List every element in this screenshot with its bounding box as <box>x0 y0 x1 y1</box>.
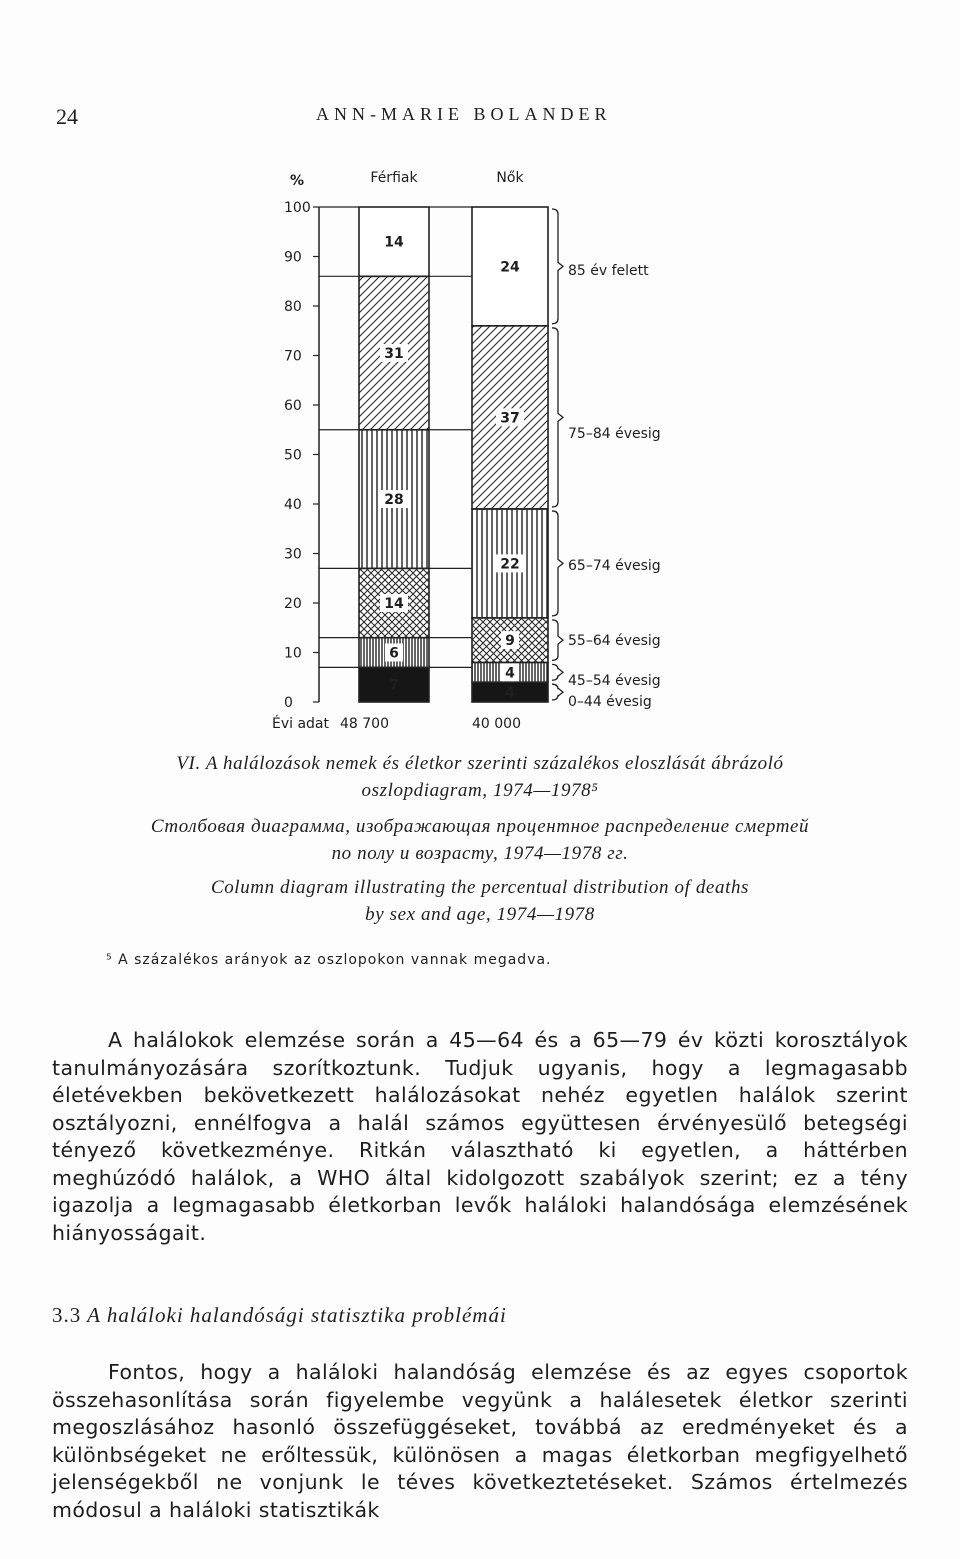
caption-ru-line2: по полу и возрасту, 1974—1978 гг. <box>331 843 629 864</box>
section-heading <box>52 1303 507 1328</box>
data-label: 7 <box>389 677 399 694</box>
caption-hu <box>40 750 920 804</box>
caption-ru-line1: Столбовая диаграмма, изображающая процентное распределение смертей <box>150 816 810 837</box>
paragraph-1-text: A halálokok elemzése során a 45—64 és a 65—79 év közti korosztályok tanulmányozására szorítkoztunk. Tudjuk ugyanis, hogy a legmagasabb életévekben bekövetkezett halálozásokat nehéz egyetlen halálok szerint osztályozni, ennélfogva a halál számos együttesen érvényesülő betegségi tényező következménye. Ritkán választható ki egyetlen, a háttérben meghúzódó halálok, a WHO által kidolgozott szabályok szerint; ez a tény igazolja a legmagasabb életkorban levők haláloki halandósága elemzésének hiányosságait. <box>52 1028 908 1245</box>
data-label: 9 <box>505 633 515 650</box>
annual-label: Évi adat <box>272 716 330 730</box>
caption-en-line2: by sex and age, 1974—1978 <box>365 904 595 925</box>
y-tick-label: 20 <box>284 596 302 612</box>
y-unit-label: % <box>290 173 305 189</box>
age-group-label: 0–44 évesig <box>568 694 652 710</box>
y-tick-label: 70 <box>284 348 302 365</box>
y-tick-label: 30 <box>284 546 302 563</box>
age-group-label: 55–64 évesig <box>568 633 661 649</box>
data-label: 14 <box>384 596 404 612</box>
age-group-label: 45–54 évesig <box>568 673 661 689</box>
body-paragraph-2 <box>52 1359 908 1524</box>
annual-total-1: 40 000 <box>472 716 521 730</box>
age-group-label: 75–84 évesig <box>568 426 661 442</box>
paragraph-2-text: Fontos, hogy a haláloki halandóság elemzése és az egyes csoportok összehasonlítása során figyelembe vegyünk a halálesetek életkor szerinti megoszlásához hasonló összefüggéseket, továbbá az eredményeket és a különbségeket ne erőltessük, különösen a magas életkorban megfigyelhető jelenségekből ne vonjunk le téves következtetéseket. Számos értelmezés módosul a haláloki statisztikák <box>52 1360 908 1522</box>
data-label: 4 <box>505 685 515 702</box>
data-label: 14 <box>384 234 404 251</box>
caption-hu-line1: VI. A halálozások nemek és életkor szerinti százalékos eloszlását ábrázoló <box>176 753 784 774</box>
age-brace <box>552 511 563 616</box>
running-head: ANN-MARIE BOLANDER <box>316 104 612 124</box>
column-header-0: Férfiak <box>370 170 418 186</box>
stacked-column-chart <box>0 160 960 730</box>
caption-en <box>40 874 920 928</box>
annual-total-0: 48 700 <box>340 716 389 730</box>
y-tick-label: 40 <box>284 497 302 513</box>
data-label: 22 <box>500 556 520 573</box>
caption-en-line1: Column diagram illustrating the percentual distribution of deaths <box>210 877 750 898</box>
y-tick-label: 80 <box>284 299 302 315</box>
data-label: 6 <box>389 645 399 662</box>
data-label: 31 <box>384 346 404 363</box>
age-brace <box>552 328 563 507</box>
age-brace <box>552 684 563 700</box>
column-header-1: Nők <box>496 170 524 186</box>
age-brace <box>552 620 563 661</box>
data-label: 24 <box>500 259 520 276</box>
y-tick-label: 10 <box>284 645 302 662</box>
age-brace <box>552 209 563 324</box>
y-tick-label: 50 <box>284 447 302 464</box>
caption-ru <box>40 813 920 867</box>
y-tick-label: 60 <box>284 398 302 414</box>
caption-hu-line2: oszlopdiagram, 1974—1978⁵ <box>361 780 599 801</box>
age-brace <box>552 664 563 680</box>
y-tick-label: 100 <box>284 200 311 216</box>
y-tick-label: 90 <box>284 249 302 266</box>
data-label: 28 <box>384 492 404 509</box>
section-title: A haláloki halandósági statisztika problémái <box>87 1303 507 1327</box>
data-label: 37 <box>500 410 520 427</box>
y-tick-label: 0 <box>284 695 293 711</box>
age-group-label: 85 év felett <box>568 263 649 279</box>
age-group-label: 65–74 évesig <box>568 558 661 574</box>
page-number: 24 <box>56 104 78 129</box>
data-label: 4 <box>505 665 515 682</box>
footnote: ⁵ A százalékos arányok az oszlopokon vannak megadva. <box>106 952 552 968</box>
section-number: 3.3 <box>52 1303 82 1327</box>
body-paragraph-1 <box>52 1027 908 1247</box>
